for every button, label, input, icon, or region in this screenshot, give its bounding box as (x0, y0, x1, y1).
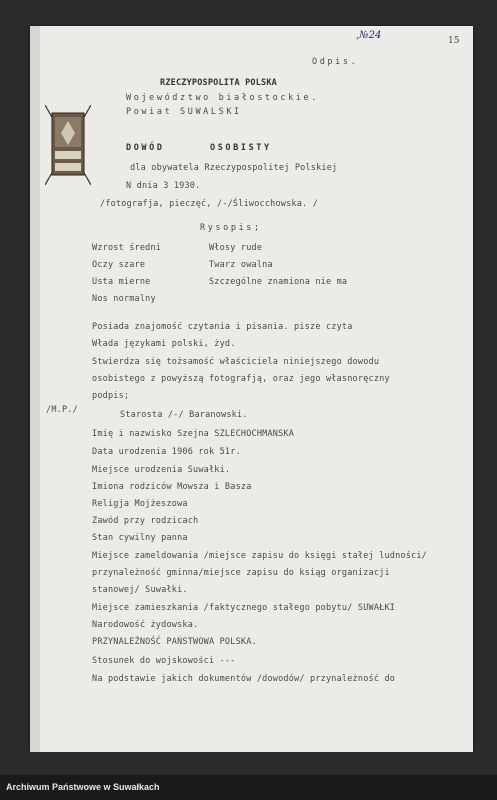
issued-for: dla obywatela Rzeczypospolitej Polskiej (130, 163, 338, 173)
republic-heading: RZECZYPOSPOLITA POLSKA (160, 78, 277, 88)
scan-background (0, 752, 497, 775)
certify-line-1: Stwierdza się tożsamość właściciela niniejszego dowodu (92, 357, 380, 367)
page-number: 15 (448, 36, 460, 46)
archive-mark: ,№24 (356, 30, 382, 41)
county-line: Powiat SUWALSKI (126, 107, 242, 117)
military-line: Stosunek do wojskowości --- (92, 656, 236, 666)
citizenship-line: PRZYNALEŻNOŚĆ PAŃSTWOWA POLSKA. (92, 637, 257, 647)
religion-line: Religja Mojżeszowa (92, 499, 188, 509)
parents-line: Imiona rodziców Mowsza i Basza (92, 482, 252, 492)
voivodeship-line: Województwo białostockie. (126, 93, 319, 103)
description-table (92, 243, 348, 304)
birth-place-line: Miejsce urodzenia Suwałki. (92, 465, 231, 475)
name-line: Imię i nazwisko Szejna SZLECHOCHMANSKA (92, 429, 295, 439)
civil-status-line: Stan cywilny panna (92, 533, 188, 543)
title-dowod: DOWÓD (126, 143, 165, 153)
occupation-line: Zawód przy rodzicach (92, 516, 199, 526)
stay-line: Miejsce zamieszkania /faktycznego stałego pobytu/ SUWAŁKI (92, 603, 396, 613)
photo-line: /fotografja, pieczęć, /-/Śliwocchowska. / (100, 199, 319, 209)
issue-date: N dnia 3 1930. (126, 181, 201, 191)
literacy-line: Posiada znajomość czytania i pisania. pisze czyta (92, 322, 353, 332)
page-margin (30, 26, 40, 752)
residence-line-1: Miejsce zameldowania /miejsce zapisu do księgi stałej ludności/ (92, 551, 427, 561)
odpis-label: Odpis. (312, 57, 359, 67)
nationality-line: Narodowość żydowska. (92, 620, 199, 630)
seal-mark: /M.P./ (46, 405, 78, 415)
title-osobisty: OSOBISTY (210, 143, 272, 153)
residence-line-3: stanowej/ Suwałki. (92, 585, 188, 595)
starosta-line: Starosta /-/ Baranowski. (120, 410, 248, 420)
description-row: Oczy szare Twarz owalna (92, 260, 273, 270)
documents-line: Na podstawie jakich dokumentów /dowodów/ przynależność do (92, 674, 396, 684)
certify-line-2: osobistego z powyższą fotografją, oraz jego własnoręczny (92, 374, 390, 384)
certify-line-3: podpis; (92, 391, 130, 401)
archive-footer: Archiwum Państwowe w Suwałkach (0, 775, 497, 800)
rysopis-heading: Rysopis; (200, 223, 262, 233)
residence-line-2: przynależność gminna/miejsce zapisu do ksiąg organizacji (92, 568, 390, 578)
description-row: Usta mierne Szczególne znamiona nie ma (92, 277, 348, 287)
languages-line: Włada językami polski, żyd. (92, 339, 236, 349)
description-row: Nos normalny (92, 294, 156, 304)
description-row: Wzrost średni Włosy rude (92, 243, 263, 253)
revenue-stamp (45, 105, 91, 185)
birth-date-line: Data urodzenia 1906 rok 51r. (92, 447, 241, 457)
